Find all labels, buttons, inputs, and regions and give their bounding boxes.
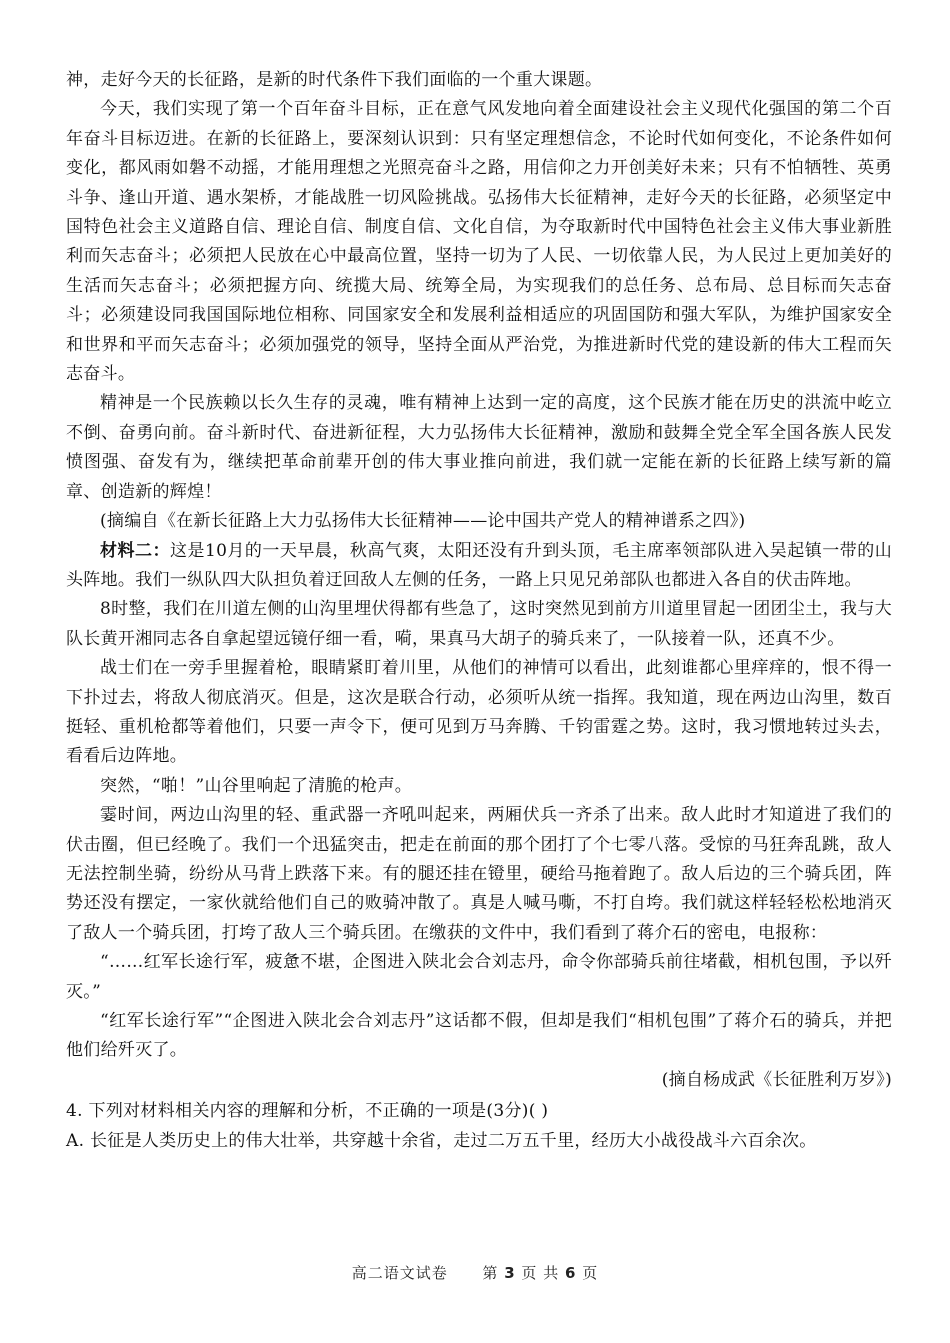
paragraph-8: 霎时间，两边山沟里的轻、重武器一齐吼叫起来，两厢伏兵一齐杀了出来。敌人此时才知道进了我们的伏击圈，但已经晚了。我们一个迅猛突击，把走在前面的那个团打了个七零八落。受惊的马狂奔乱跳，敌人无法控制坐骑，纷纷从马背上跌落下来。有的腿还挂在镫里，硬给马拖着跑了。敌人后边的三个骑兵团，阵势还没有摆定，一家伙就给他们自己的败骑冲散了。真是人喊马嘶，不打自垮。我们就这样轻轻松松地消灭了敌人一个骑兵团，打垮了敌人三个骑兵团。在缴获的文件中，我们看到了蒋介石的密电，电报称： bbox=[66, 805, 892, 943]
footer-page-mid: 页 共 bbox=[521, 1264, 560, 1282]
material-two-label: 材料二： bbox=[100, 540, 170, 561]
question-4-option-a: A. 长征是人类历史上的伟大壮举，共穿越十余省，走过二万五千里，经历大小战役战斗六百余次。 bbox=[66, 1130, 817, 1151]
source-citation-2: (摘自杨成武《长征胜利万岁》) bbox=[661, 1069, 892, 1090]
paragraph-9: “……红军长途行军，疲惫不堪，企图进入陕北会合刘志丹，命令你部骑兵前往堵截，相机包围，予以歼灭。” bbox=[66, 952, 892, 1002]
paragraph-3: 精神是一个民族赖以长久生存的灵魂，唯有精神上达到一定的高度，这个民族才能在历史的洪流中屹立不倒、奋勇向前。奋斗新时代、奋进新征程，大力弘扬伟大长征精神，激励和鼓舞全党全军全国各族人民发愤图强、奋发有为，继续把革命前辈开创的伟大事业推向前进，我们就一定能在新的长征路上续写新的篇章、创造新的辉煌！ bbox=[66, 393, 892, 502]
footer-page-suffix: 页 bbox=[582, 1264, 599, 1282]
paragraph-6: 战士们在一旁手里握着枪，眼睛紧盯着川里，从他们的神情可以看出，此刻谁都心里痒痒的，恨不得一下扑过去，将敌人彻底消灭。但是，这次是联合行动，必须听从统一指挥。我知道，现在两边山沟里，数百挺轻、重机枪都等着他们，只要一声令下，便可见到万马奔腾、千钧雷霆之势。这时，我习惯地转过头去，看看后边阵地。 bbox=[66, 658, 892, 767]
paragraph-1: 神，走好今天的长征路，是新的时代条件下我们面临的一个重大课题。 bbox=[66, 70, 603, 90]
footer-page-prefix: 第 bbox=[482, 1264, 499, 1282]
exam-page-body bbox=[66, 66, 892, 1156]
footer-total-pages: 6 bbox=[564, 1264, 577, 1282]
material-two-paragraph bbox=[66, 537, 892, 596]
paragraph-2: 今天，我们实现了第一个百年奋斗目标，正在意气风发地向着全面建设社会主义现代化强国的第二个百年奋斗目标迈进。在新的长征路上，要深刻认识到：只有坚定理想信念，不论时代如何变化，不论条件如何变化，都风雨如磐不动摇，才能用理想之光照亮奋斗之路，用信仰之力开创美好未来；只有不怕牺牲、英勇斗争、逢山开道、遇水架桥，才能战胜一切风险挑战。弘扬伟大长征精神，走好今天的长征路，必须坚定中国特色社会主义道路自信、理论自信、制度自信、文化自信，为夺取新时代中国特色社会主义伟大事业新胜利而矢志奋斗；必须把人民放在心中最高位置，坚持一切为了人民、一切依靠人民，为人民过上更加美好的生活而矢志奋斗；必须把握方向、统揽大局、统筹全局，为实现我们的总任务、总布局、总目标而矢志奋斗；必须建设同我国国际地位相称、同国家安全和发展利益相适应的巩固国防和强大军队，为维护国家安全和世界和平而矢志奋斗；必须加强党的领导，坚持全面从严治党，为推进新时代党的建设新的伟大工程而矢志奋斗。 bbox=[66, 99, 892, 385]
footer-subject: 高二语文试卷 bbox=[351, 1264, 448, 1282]
footer-page-number: 3 bbox=[504, 1264, 516, 1282]
paragraph-7: 突然，“啪！”山谷里响起了清脆的枪声。 bbox=[100, 775, 413, 796]
material-two-text: 这是10月的一天早晨，秋高气爽，太阳还没有升到头顶，毛主席率领部队进入吴起镇一带的山头阵地。我们一纵队四大队担负着迂回敌人左侧的任务，一路上只见兄弟部队也都进入各自的伏击阵地。 bbox=[66, 540, 892, 590]
page-footer bbox=[0, 1262, 950, 1283]
paragraph-5: 8时整，我们在川道左侧的山沟里埋伏得都有些急了，这时突然见到前方川道里冒起一团团尘土，我与大队长黄开湘同志各自拿起望远镜仔细一看，嗬，果真马大胡子的骑兵来了，一队接着一队，还真不少。 bbox=[66, 599, 892, 649]
source-citation-1: (摘编自《在新长征路上大力弘扬伟大长征精神——论中国共产党人的精神谱系之四》) bbox=[100, 511, 746, 532]
paragraph-10: “红军长途行军”“企图进入陕北会合刘志丹”这话都不假，但却是我们“相机包围”了蒋介石的骑兵，并把他们给歼灭了。 bbox=[66, 1011, 892, 1061]
question-4: 4. 下列对材料相关内容的理解和分析，不正确的一项是(3分)( ) bbox=[66, 1101, 549, 1122]
